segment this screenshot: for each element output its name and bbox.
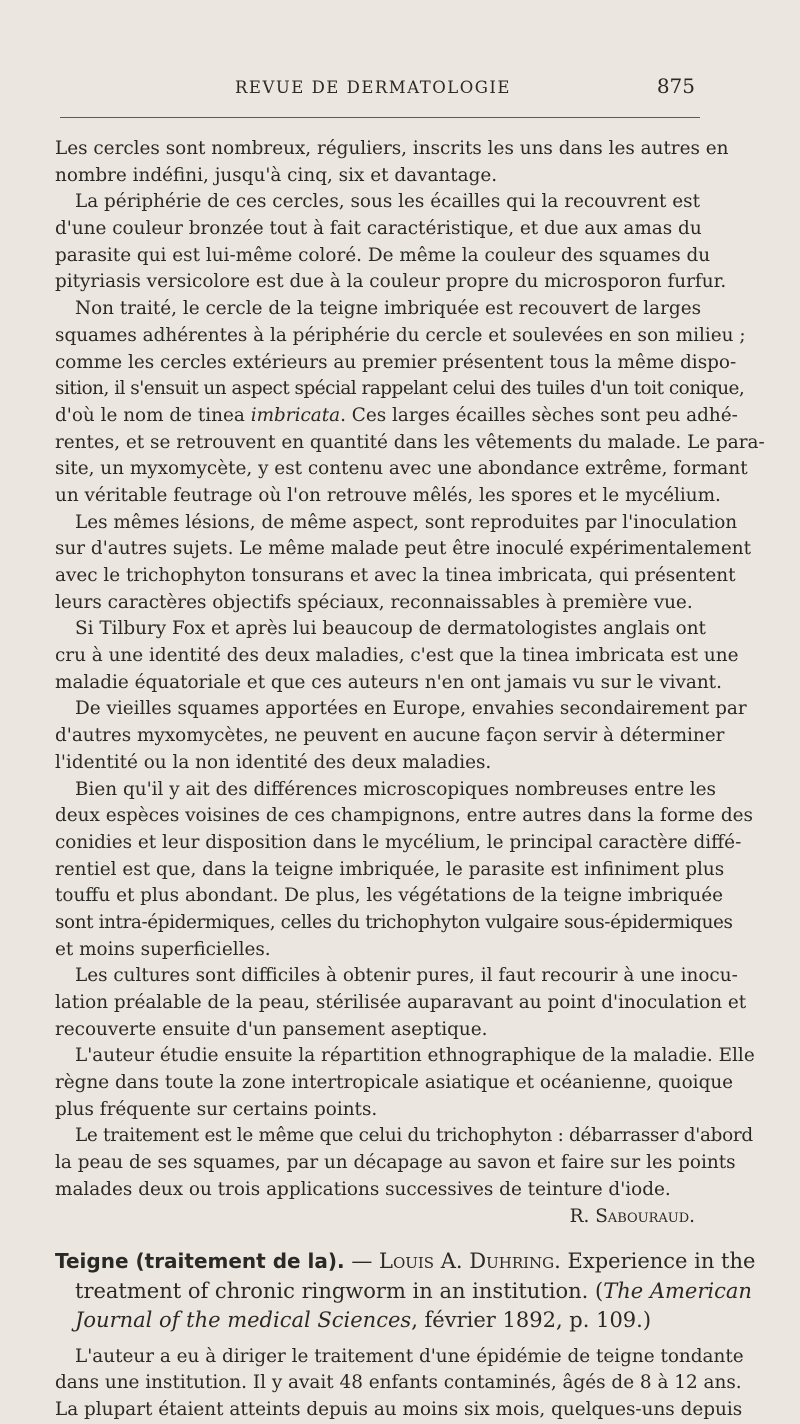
entry-dash: —	[344, 1249, 379, 1274]
text-line: deux espèces voisines de ces champignons, entre autres dans la forme des	[55, 805, 753, 827]
text-line: squames adhérentes à la périphérie du cercle et soulevées en son milieu ;	[55, 324, 746, 346]
text-line	[55, 403, 738, 430]
text-line: nombre indéfini, jusqu'à cinq, six et davantage.	[55, 164, 498, 186]
text-line: dans une institution. Il y avait 48 enfants contaminés, âgés de 8 à 12 ans.	[55, 1372, 742, 1394]
text-line: Les mêmes lésions, de même aspect, sont reproduites par l'inoculation	[75, 511, 738, 533]
text-line: d'autres myxomycètes, ne peuvent en aucune façon servir à déterminer	[55, 725, 725, 747]
article-body	[55, 136, 765, 1424]
journal-name: Journal of the medical Sciences	[75, 1308, 412, 1333]
text-line: l'identité ou la non identité des deux maladies.	[55, 751, 492, 773]
signature-name: Sabouraud.	[595, 1205, 695, 1227]
text-line: Les cercles sont nombreux, réguliers, inscrits les uns dans les autres en	[55, 138, 729, 159]
text-line: plus fréquente sur certains points.	[55, 1098, 378, 1120]
text-line: la peau de ses squames, par un décapage au savon et faire sur les points	[55, 1152, 736, 1174]
text-line: cru à une identité des deux maladies, c'est que la tinea imbricata est une	[55, 645, 739, 667]
text-line: touffu et plus abondant. De plus, les végétations de la teigne imbriquée	[55, 885, 724, 907]
paragraph	[55, 510, 751, 617]
text-run: . Ces larges écailles sèches sont peu adhé-	[340, 404, 738, 426]
bibliographic-entry	[55, 1247, 756, 1336]
running-title: REVUE DE DERMATOLOGIE	[235, 78, 511, 97]
paragraph	[55, 616, 739, 696]
text-line: La plupart étaient atteints depuis au moins six mois, quelques-uns depuis	[55, 1399, 743, 1421]
text-line: sition, il s'ensuit un aspect spécial rappelant celui des tuiles d'un toit conique,	[55, 378, 745, 400]
text-line: comme les cercles extérieurs au premier présentent tous la même dispo-	[55, 351, 737, 373]
text-line: malades deux ou trois applications successives de teinture d'iode.	[55, 1178, 671, 1200]
text-line: parasite qui est lui-même coloré. De même la couleur des squames du	[55, 244, 711, 266]
text-line: pityriasis versicolore est due à la couleur propre du microsporon furfur.	[55, 271, 727, 293]
signature-initial: R.	[569, 1205, 596, 1227]
text-line: site, un myxomycète, y est contenu avec une abondance extrême, formant	[55, 458, 748, 480]
text-line: d'une couleur bronzée tout à fait caractéristique, et due aux amas du	[55, 218, 702, 240]
text-line: recouverte ensuite d'un pansement aseptique.	[55, 1018, 488, 1040]
paragraph	[55, 296, 765, 510]
paragraph	[55, 1043, 755, 1123]
text-line: sont intra-épidermiques, celles du trichophyton vulgaire sous-épidermiques	[55, 911, 733, 933]
entry-author: Louis A. Duhring.	[379, 1249, 561, 1274]
text-line: maladie équatoriale et que ces auteurs n'en ont jamais vu sur le vivant.	[55, 671, 722, 693]
text-line: La périphérie de ces cercles, sous les écailles qui la recouvrent est	[75, 191, 700, 213]
entry-title: treatment of chronic ringworm in an institution. (	[75, 1278, 604, 1303]
paragraph	[55, 963, 747, 1043]
paragraph	[55, 189, 727, 296]
entry-title: Experience in the	[560, 1249, 756, 1274]
paragraph	[55, 136, 729, 189]
text-line: Les cultures sont difficiles à obtenir pures, il faut recourir à une inocu-	[75, 965, 738, 987]
text-line: avec le trichophyton tonsurans et avec la tinea imbricata, qui présentent	[55, 565, 736, 586]
text-line: et moins superficielles.	[55, 938, 271, 960]
text-line: règne dans toute la zone intertropicale asiatique et océanienne, quoique	[55, 1072, 734, 1094]
section-gap	[55, 1230, 700, 1247]
running-header	[60, 74, 700, 104]
text-line: rentes, et se retrouvent en quantité dans les vêtements du malade. Le para-	[55, 431, 765, 453]
paragraph	[55, 1123, 753, 1203]
page-number: 875	[656, 74, 695, 98]
review-signature	[55, 1204, 700, 1231]
text-line: sur d'autres sujets. Le même malade peut être inoculé expérimentalement	[55, 538, 751, 560]
text-line: leurs caractères objectifs spéciaux, reconnaissables à première vue.	[55, 591, 693, 613]
entry-heading: Teigne (traitement de la).	[55, 1249, 345, 1274]
text-line: Le traitement est le même que celui du trichophyton : débarrasser d'abord	[75, 1125, 753, 1147]
text-line: L'auteur a eu à diriger le traitement d'une épidémie de teigne tondante	[75, 1345, 744, 1367]
text-line: Non traité, le cercle de la teigne imbriquée est recouvert de larges	[75, 298, 702, 320]
text-line: conidies et leur disposition dans le mycélium, le principal caractère diffé-	[55, 831, 742, 853]
italic-term: imbricata	[250, 404, 341, 426]
text-line: L'auteur étudie ensuite la répartition ethnographique de la maladie. Elle	[75, 1045, 755, 1067]
paragraph	[55, 777, 753, 964]
journal-name: The American	[603, 1278, 752, 1303]
text-line: De vieilles squames apportées en Europe, envahies secondairement par	[75, 698, 747, 720]
text-line: lation préalable de la peau, stérilisée auparavant au point d'inoculation et	[55, 992, 747, 1013]
entry-line	[55, 1306, 700, 1336]
text-line: un véritable feutrage où l'on retrouve mêlés, les spores et le mycélium.	[55, 484, 721, 506]
entry-line	[55, 1247, 756, 1277]
paragraph	[55, 696, 747, 776]
text-line: rentiel est que, dans la teigne imbriquée, le parasite est infiniment plus	[55, 858, 725, 880]
entry-citation: , février 1892, p. 109.)	[411, 1308, 652, 1333]
text-line: Si Tilbury Fox et après lui beaucoup de dermatologistes anglais ont	[75, 618, 706, 640]
header-rule	[60, 117, 700, 118]
text-run: d'où le nom de tinea	[55, 404, 251, 426]
text-line: Bien qu'il y ait des différences microscopiques nombreuses entre les	[75, 778, 716, 800]
paragraph	[55, 1344, 744, 1424]
entry-line	[55, 1277, 752, 1307]
